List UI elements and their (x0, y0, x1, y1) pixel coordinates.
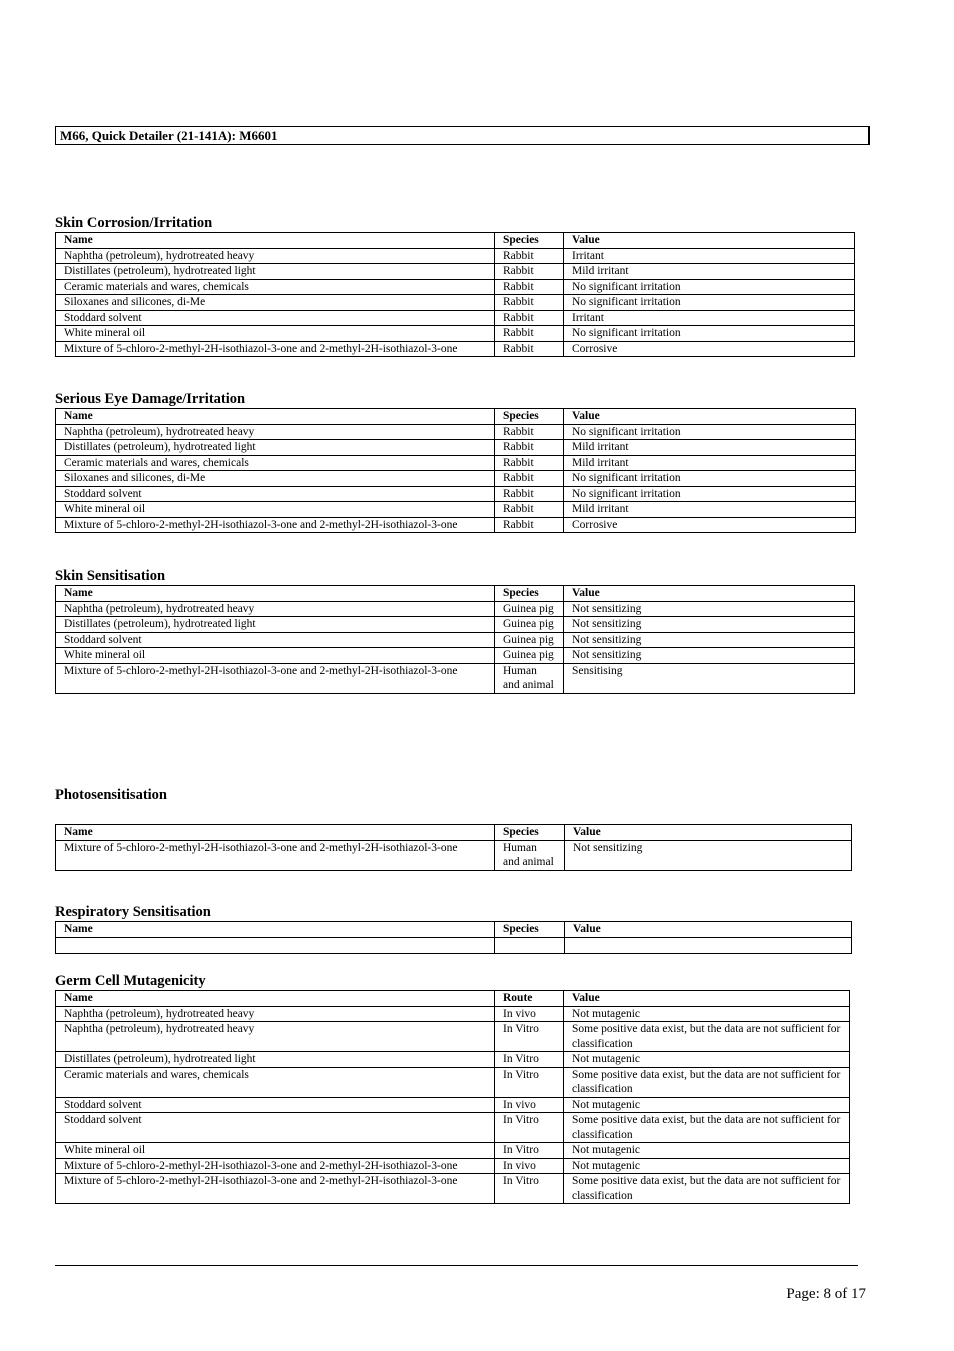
cell-value: No significant irritation (564, 295, 855, 311)
table-row (56, 1097, 850, 1113)
table-row (56, 440, 856, 456)
column-header-value: Value (564, 586, 855, 602)
cell-value: Not mutagenic (564, 1052, 850, 1068)
cell-species: Rabbit (495, 440, 564, 456)
skin-corrosion-section (55, 215, 855, 357)
column-header-name: Name (56, 586, 495, 602)
cell-species: In Vitro (495, 1022, 564, 1052)
cell-name: Naphtha (petroleum), hydrotreated heavy (56, 1006, 495, 1022)
cell-value: No significant irritation (564, 326, 855, 342)
cell-species: Rabbit (495, 248, 564, 264)
footer-divider (55, 1265, 858, 1266)
cell-value: Some positive data exist, but the data are not sufficient for classification (564, 1113, 850, 1143)
cell-name: Distillates (petroleum), hydrotreated light (56, 617, 495, 633)
column-header-species: Species (495, 922, 565, 938)
cell-value (565, 937, 852, 953)
cell-name: Distillates (petroleum), hydrotreated light (56, 1052, 495, 1068)
cell-value: Some positive data exist, but the data are not sufficient for classification (564, 1174, 850, 1204)
column-header-name: Name (56, 922, 495, 938)
cell-species: Guinea pig (495, 617, 564, 633)
column-header-name: Name (56, 409, 495, 425)
cell-name: Mixture of 5-chloro-2-methyl-2H-isothiazol-3-one and 2-methyl-2H-isothiazol-3-one (56, 1158, 495, 1174)
cell-name: Naphtha (petroleum), hydrotreated heavy (56, 424, 495, 440)
cell-value: No significant irritation (564, 279, 855, 295)
table-row (56, 1006, 850, 1022)
respiratory-sensitisation-table (55, 921, 852, 954)
skin-sensitisation-section (55, 568, 855, 694)
column-header-species: Route (495, 991, 564, 1007)
eye-damage-section (55, 391, 856, 533)
section-title: Skin Corrosion/Irritation (55, 215, 213, 231)
column-header-species: Species (495, 409, 564, 425)
cell-value: Not mutagenic (564, 1158, 850, 1174)
cell-species: Guinea pig (495, 632, 564, 648)
column-header-species: Species (495, 233, 564, 249)
cell-name: Mixture of 5-chloro-2-methyl-2H-isothiazol-3-one and 2-methyl-2H-isothiazol-3-one (56, 1174, 495, 1204)
table-row (56, 486, 856, 502)
cell-species: Rabbit (495, 264, 564, 280)
table-row (56, 264, 855, 280)
photosensitisation-table-wrap (55, 824, 852, 871)
table-row (56, 326, 855, 342)
cell-value: Corrosive (564, 341, 855, 357)
page-number: Page: 8 of 17 (786, 1286, 866, 1302)
germ-cell-table (55, 990, 850, 1204)
cell-name: Siloxanes and silicones, di-Me (56, 295, 495, 311)
cell-species: In Vitro (495, 1113, 564, 1143)
cell-name: Naphtha (petroleum), hydrotreated heavy (56, 1022, 495, 1052)
cell-value: Corrosive (564, 517, 856, 533)
cell-name: Mixture of 5-chloro-2-methyl-2H-isothiazol-3-one and 2-methyl-2H-isothiazol-3-one (56, 840, 495, 870)
cell-species: In Vitro (495, 1174, 564, 1204)
skin-sensitisation-table (55, 585, 855, 694)
cell-species (495, 937, 565, 953)
table-row (56, 840, 852, 870)
cell-name: White mineral oil (56, 326, 495, 342)
photosensitisation-section (55, 787, 167, 804)
cell-value: Mild irritant (564, 502, 856, 518)
cell-species: Rabbit (495, 424, 564, 440)
cell-name: Stoddard solvent (56, 632, 495, 648)
table-header-row (56, 991, 850, 1007)
cell-species: In Vitro (495, 1143, 564, 1159)
table-row (56, 648, 855, 664)
table-row (56, 1067, 850, 1097)
section-title: Photosensitisation (55, 787, 167, 803)
cell-species: Rabbit (495, 326, 564, 342)
table-header-row (56, 586, 855, 602)
cell-value: No significant irritation (564, 424, 856, 440)
cell-species: In vivo (495, 1006, 564, 1022)
column-header-value: Value (564, 233, 855, 249)
cell-species: Rabbit (495, 517, 564, 533)
column-header-name: Name (56, 825, 495, 841)
table-row (56, 502, 856, 518)
cell-species: In Vitro (495, 1067, 564, 1097)
table-row (56, 601, 855, 617)
table-row (56, 341, 855, 357)
table-row (56, 663, 855, 693)
respiratory-sensitisation-section (55, 904, 852, 954)
cell-name: Siloxanes and silicones, di-Me (56, 471, 495, 487)
cell-value: Sensitising (564, 663, 855, 693)
column-header-value: Value (565, 922, 852, 938)
cell-species: Human and animal (495, 840, 565, 870)
cell-value: Mild irritant (564, 264, 855, 280)
cell-value: Not mutagenic (564, 1143, 850, 1159)
cell-name (56, 937, 495, 953)
table-row (56, 455, 856, 471)
cell-species: Rabbit (495, 455, 564, 471)
table-row (56, 937, 852, 953)
cell-name: Mixture of 5-chloro-2-methyl-2H-isothiazol-3-one and 2-methyl-2H-isothiazol-3-one (56, 517, 495, 533)
column-header-species: Species (495, 825, 565, 841)
table-row (56, 248, 855, 264)
cell-species: Rabbit (495, 502, 564, 518)
column-header-name: Name (56, 233, 495, 249)
cell-value: Not mutagenic (564, 1006, 850, 1022)
cell-name: Stoddard solvent (56, 1113, 495, 1143)
cell-value: No significant irritation (564, 486, 856, 502)
section-title: Respiratory Sensitisation (55, 904, 211, 920)
table-row (56, 617, 855, 633)
germ-cell-section (55, 973, 850, 1204)
column-header-value: Value (565, 825, 852, 841)
table-row (56, 1143, 850, 1159)
cell-species: Rabbit (495, 341, 564, 357)
skin-corrosion-table (55, 232, 855, 357)
cell-name: White mineral oil (56, 502, 495, 518)
cell-species: Rabbit (495, 295, 564, 311)
eye-damage-table (55, 408, 856, 533)
cell-species: Guinea pig (495, 601, 564, 617)
table-header-row (56, 825, 852, 841)
section-title: Serious Eye Damage/Irritation (55, 391, 246, 407)
column-header-value: Value (564, 991, 850, 1007)
cell-value: Not sensitizing (564, 601, 855, 617)
table-row (56, 1158, 850, 1174)
photosensitisation-table (55, 824, 852, 871)
table-row (56, 295, 855, 311)
table-header-row (56, 233, 855, 249)
cell-name: Stoddard solvent (56, 1097, 495, 1113)
cell-name: Mixture of 5-chloro-2-methyl-2H-isothiazol-3-one and 2-methyl-2H-isothiazol-3-one (56, 663, 495, 693)
cell-value: No significant irritation (564, 471, 856, 487)
cell-name: Distillates (petroleum), hydrotreated light (56, 264, 495, 280)
cell-value: Some positive data exist, but the data are not sufficient for classification (564, 1067, 850, 1097)
cell-value: Irritant (564, 248, 855, 264)
cell-species: In vivo (495, 1158, 564, 1174)
cell-name: Distillates (petroleum), hydrotreated light (56, 440, 495, 456)
section-title: Germ Cell Mutagenicity (55, 973, 206, 989)
column-header-value: Value (564, 409, 856, 425)
cell-species: Rabbit (495, 471, 564, 487)
cell-species: Guinea pig (495, 648, 564, 664)
cell-value: Irritant (564, 310, 855, 326)
cell-species: Human and animal (495, 663, 564, 693)
table-row (56, 1113, 850, 1143)
table-row (56, 632, 855, 648)
table-row (56, 424, 856, 440)
table-row (56, 1052, 850, 1068)
table-row (56, 517, 856, 533)
cell-value: Not sensitizing (564, 648, 855, 664)
cell-species: In Vitro (495, 1052, 564, 1068)
table-row (56, 310, 855, 326)
cell-value: Mild irritant (564, 440, 856, 456)
section-title: Skin Sensitisation (55, 568, 166, 584)
cell-value: Not sensitizing (565, 840, 852, 870)
document-header: M66, Quick Detailer (21-141A): M6601 (55, 126, 870, 145)
cell-name: Stoddard solvent (56, 486, 495, 502)
cell-name: White mineral oil (56, 1143, 495, 1159)
cell-species: Rabbit (495, 486, 564, 502)
cell-name: Naphtha (petroleum), hydrotreated heavy (56, 248, 495, 264)
column-header-name: Name (56, 991, 495, 1007)
cell-name: Stoddard solvent (56, 310, 495, 326)
cell-name: Ceramic materials and wares, chemicals (56, 1067, 495, 1097)
cell-name: Mixture of 5-chloro-2-methyl-2H-isothiazol-3-one and 2-methyl-2H-isothiazol-3-one (56, 341, 495, 357)
table-row (56, 1022, 850, 1052)
table-row (56, 471, 856, 487)
cell-name: White mineral oil (56, 648, 495, 664)
cell-species: Rabbit (495, 279, 564, 295)
cell-species: Rabbit (495, 310, 564, 326)
table-row (56, 279, 855, 295)
table-header-row (56, 409, 856, 425)
column-header-species: Species (495, 586, 564, 602)
cell-name: Ceramic materials and wares, chemicals (56, 279, 495, 295)
cell-value: Not sensitizing (564, 632, 855, 648)
cell-value: Mild irritant (564, 455, 856, 471)
table-row (56, 1174, 850, 1204)
cell-species: In vivo (495, 1097, 564, 1113)
cell-name: Ceramic materials and wares, chemicals (56, 455, 495, 471)
cell-value: Not mutagenic (564, 1097, 850, 1113)
table-header-row (56, 922, 852, 938)
cell-value: Some positive data exist, but the data are not sufficient for classification (564, 1022, 850, 1052)
cell-value: Not sensitizing (564, 617, 855, 633)
cell-name: Naphtha (petroleum), hydrotreated heavy (56, 601, 495, 617)
